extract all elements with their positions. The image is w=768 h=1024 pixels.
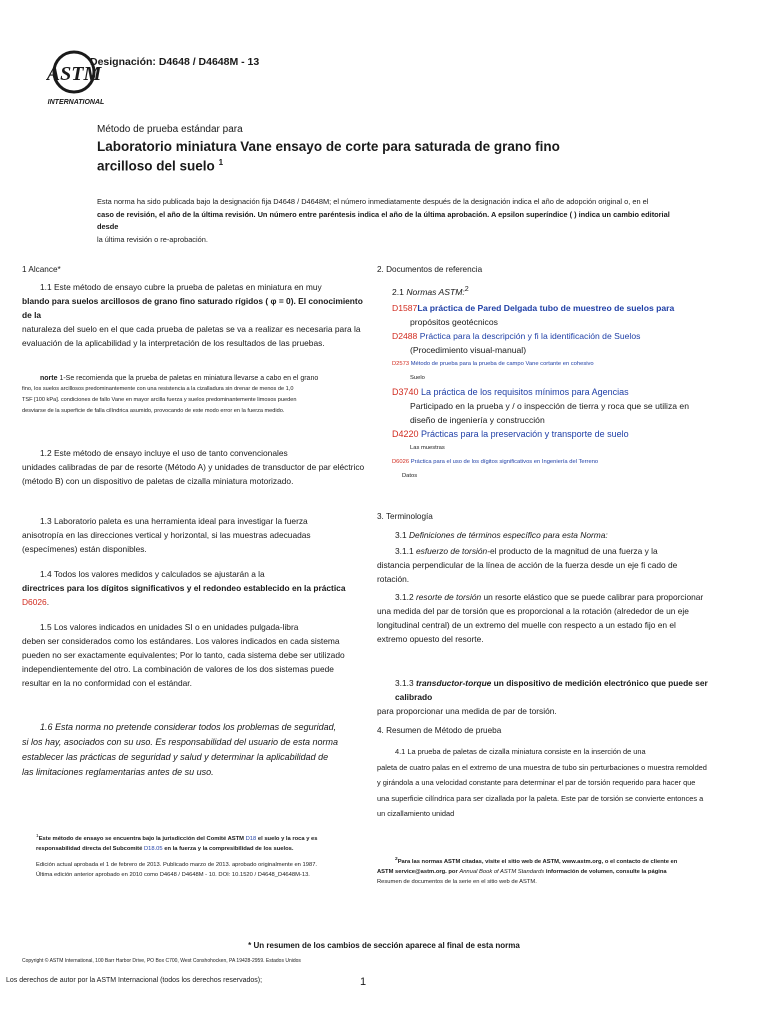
paragraph-1-4 bbox=[22, 567, 367, 609]
s312-number: 3.1.2 bbox=[395, 592, 414, 602]
change-summary-text: * Un resumen de los cambios de sección aparece al final de esta norma bbox=[248, 941, 520, 950]
link-d6026[interactable]: D6026 bbox=[22, 597, 47, 607]
s312-line-d: extremo opuesto del resorte. bbox=[377, 634, 484, 644]
ref-cont-d1587: propósitos geotécnicos bbox=[410, 316, 498, 327]
term-3-1-3 bbox=[377, 676, 722, 718]
link-d18-05[interactable]: D18.05 bbox=[143, 845, 163, 852]
p11-line-d: evaluación de la aplicabilidad y la interpretación de los resultados de las pruebas. bbox=[22, 338, 325, 348]
copyright-line: Copyright © ASTM International, 100 Barr Harbor Drive, PO Box C700, West Conshohocken, PA 19428-2959. Estados Unidos bbox=[22, 958, 301, 964]
fn2-line-b: ASTM service@astm.org. por bbox=[377, 868, 458, 875]
page-number: 1 bbox=[360, 976, 367, 988]
ref-text-d3740: La práctica de los requisitos mínimos para Agencias bbox=[421, 386, 629, 397]
fn2-marker: 2 bbox=[395, 857, 398, 862]
ref-code-d4220[interactable]: D4220 bbox=[392, 428, 419, 439]
note-line-e: desviarse de la superficie de falla cilíndrica asumido, provocando de este modo error en la fuerza medido. bbox=[22, 408, 285, 414]
p16-line-d: las limitaciones reglamentarias antes de su uso. bbox=[22, 767, 214, 777]
paragraph-1-2 bbox=[22, 446, 367, 488]
ref-text-d6026: Práctica para el uso de los dígitos significativos en Ingeniería del Terreno bbox=[410, 458, 599, 465]
title-footnote-marker: 1 bbox=[218, 158, 224, 167]
ref-cont-d3740: Participado en la prueba y / o inspección de tierra y roca que se utiliza en bbox=[410, 400, 689, 411]
p41-line-e: un cizallamiento unidad bbox=[377, 809, 455, 818]
document-title bbox=[97, 139, 597, 175]
fn1-line-b: responsabilidad directa del Subcomité bbox=[36, 845, 143, 852]
ref-code-d1587[interactable]: D1587 bbox=[392, 302, 418, 313]
p15-line-d: independientemente del otro. La combinación de valores de los dos sistemas puede bbox=[22, 664, 334, 674]
ref-code-d3740[interactable]: D3740 bbox=[392, 386, 419, 397]
p12-line-c: (método B) con un dispositivo de paletas de cizalla miniatura motorizado. bbox=[22, 476, 294, 486]
p41-line-d: una superficie cilíndrica para ser cizallada por la paleta. Este par de torsión se convierte entonces a bbox=[377, 793, 704, 803]
fn1-line-a: Este método de ensayo se encuentra bajo la jurisdicción del Comité ASTM bbox=[38, 835, 244, 842]
section-3-heading: 3. Terminología bbox=[377, 512, 433, 521]
p11-line-a: 1.1 Este método de ensayo cubre la prueba de paletas en miniatura en muy bbox=[40, 282, 322, 292]
paragraph-4-1 bbox=[377, 744, 722, 822]
note-line-c: fino, los suelos arcillosos predominantemente con una resistencia a la cizalladura sin drenar de menos de 1,0 bbox=[22, 386, 294, 392]
s313-line-a: un dispositivo de medición electrónico que puede ser calibrado bbox=[395, 678, 708, 702]
change-summary-note bbox=[0, 941, 768, 950]
ref-text-d1587: La práctica de Pared Delgada tubo de muestreo de suelos para bbox=[417, 302, 675, 313]
fn2-line-c: Resumen de documentos de la serie en el sitio web de ASTM. bbox=[377, 878, 537, 885]
standard-kicker: Método de prueba estándar para bbox=[97, 124, 243, 135]
references-list bbox=[392, 282, 732, 483]
p15-line-b: deben ser considerados como los estándares. Los valores indicados en cada sistema bbox=[22, 636, 340, 646]
intro-line-1: Esta norma ha sido publicada bajo la designación fija D4648 / D4648M; el número inmediatamente después de la designación indica el año de adopción original o, en el bbox=[97, 197, 649, 206]
s21-number: 2.1 bbox=[392, 286, 404, 297]
s21-title: Normas ASTM: bbox=[406, 286, 465, 297]
footnote-1 bbox=[36, 832, 381, 880]
section-1-heading: 1 Alcance* bbox=[22, 265, 61, 274]
note-label: norte bbox=[40, 375, 58, 382]
intro-notice bbox=[97, 196, 677, 246]
s21-footnote-marker: 2 bbox=[464, 285, 469, 293]
ref-cont-d2573: Suelo bbox=[410, 374, 425, 381]
p15-line-a: 1.5 Los valores indicados en unidades SI o en unidades pulgada-libra bbox=[40, 622, 299, 632]
s313-line-b: para proporcionar una medida de par de torsión. bbox=[377, 706, 557, 716]
fn2-line-a: Para las normas ASTM citadas, visite el sitio web de ASTM, www.astm.org, o el contacto de cliente en bbox=[397, 858, 678, 865]
note-1 bbox=[22, 373, 367, 417]
p11-line-b: blando para suelos arcillosos de grano fino saturado rígidos ( φ = 0). El conocimiento de la bbox=[22, 296, 363, 320]
s313-number: 3.1.3 bbox=[395, 678, 414, 688]
title-line-2-text: arcilloso del suelo bbox=[97, 158, 215, 174]
intro-line-2: caso de revisión, el año de la última revisión. Un número entre paréntesis indica el año de la última aprobación. A epsilon superíndice ( ) indica un cambio editorial desde bbox=[97, 209, 670, 231]
p11-line-c: naturaleza del suelo en el que cada prueba de paletas se va a realizar es necesaria para la bbox=[22, 324, 361, 334]
paragraph-1-3 bbox=[22, 514, 367, 556]
p41-line-c: y girándola a una velocidad constante para determinar el par de torsión requerido para hacer que bbox=[377, 778, 696, 787]
s31-number: 3.1 bbox=[395, 530, 407, 540]
s311-number: 3.1.1 bbox=[395, 546, 414, 556]
fn2-book-title: Annual Book of ASTM Standards bbox=[459, 868, 545, 875]
p14-line-b: directrices para los dígitos significativos y el redondeo establecido en la práctica bbox=[22, 583, 346, 593]
p14-end: . bbox=[46, 597, 50, 607]
ref-code-d2488[interactable]: D2488 bbox=[392, 330, 418, 341]
footnote-2 bbox=[377, 855, 722, 887]
s313-term: transductor-torque bbox=[415, 678, 492, 688]
ref-code-d6026[interactable]: D6026 bbox=[392, 458, 410, 465]
ref-cont-d4220: Las muestras bbox=[410, 444, 445, 451]
s311-line-c: rotación. bbox=[377, 574, 410, 584]
fn1-line-c: Edición actual aprobada el 1 de febrero de 2013. Publicado marzo de 2013. aprobado originalmente en 1987. bbox=[36, 861, 318, 868]
paragraph-1-6 bbox=[22, 720, 367, 780]
p13-line-b: anisotropía en las direcciones vertical y horizontal, si las muestras adecuadas bbox=[22, 530, 311, 540]
paragraph-1-5 bbox=[22, 620, 367, 690]
paragraph-1-1 bbox=[22, 280, 367, 350]
s311-line-b: distancia perpendicular de la línea de acción de la fuerza desde un eje fi cado de bbox=[377, 560, 678, 570]
fn1-line-a-end: el suelo y la roca y es bbox=[257, 835, 318, 842]
p16-line-c: establecer las prácticas de seguridad y salud y determinar la aplicabilidad de bbox=[22, 752, 329, 762]
ref-text-d2573: Método de prueba para la prueba de campo Vane cortante en cohesivo bbox=[410, 360, 594, 367]
p13-line-a: 1.3 Laboratorio paleta es una herramienta ideal para investigar la fuerza bbox=[40, 516, 308, 526]
p14-line-a: 1.4 Todos los valores medidos y calculados se ajustarán a la bbox=[40, 569, 265, 579]
fn2-line-b-end: información de volumen, consulte la página bbox=[545, 868, 667, 875]
note-line-d: TSF [100 kPa]. condiciones de fallo Vane en mayor arcilla fuerza y suelos predominantemente limosos pueden bbox=[22, 397, 297, 403]
fn1-line-b-end: en la fuerza y la compresibilidad de los suelos. bbox=[164, 845, 294, 852]
link-d18[interactable]: D18 bbox=[245, 835, 257, 842]
s312-term: resorte de torsión bbox=[415, 592, 482, 602]
section-2-heading: 2. Documentos de referencia bbox=[377, 265, 483, 274]
logo-caption: INTERNATIONAL bbox=[47, 99, 105, 106]
s312-line-a: un resorte elástico que se puede calibrar para proporcionar bbox=[483, 592, 704, 602]
s312-line-c: longitudinal central) de un extremo del muelle con respecto a un estado fijo en el bbox=[377, 620, 676, 630]
ref-code-d2573[interactable]: D2573 bbox=[392, 360, 410, 367]
p16-line-a: 1.6 Esta norma no pretende considerar todos los problemas de seguridad, bbox=[40, 722, 337, 732]
title-line-1: Laboratorio miniatura Vane ensayo de corte para saturada de grano fino bbox=[97, 139, 560, 154]
p13-line-c: (especímenes) están disponibles. bbox=[22, 544, 147, 554]
p12-line-b: unidades calibradas de par de resorte (Método A) y unidades de transductor de par eléctrico bbox=[22, 462, 365, 472]
fn1-line-d: Última edición anterior aprobado en 2010 como D4648 / D4648M - 10. DOI: 10.1520 / D4648_D4648M-13. bbox=[36, 871, 310, 878]
ref-cont-d2488: (Procedimiento visual-manual) bbox=[410, 344, 527, 355]
ref-cont-d6026: Datos bbox=[402, 472, 418, 479]
s31-title: Definiciones de términos específico para esta Norma: bbox=[408, 530, 608, 540]
fn1-marker: 1 bbox=[36, 834, 39, 839]
p16-line-b: si los hay, asociados con su uso. Es responsabilidad del usuario de esta norma bbox=[22, 737, 339, 747]
p41-line-b: paleta de cuatro palas en el extremo de una muestra de tubo sin perturbaciones o muestra remolded bbox=[377, 762, 707, 772]
designation: Designación: D4648 / D4648M - 13 bbox=[90, 56, 260, 68]
s312-line-b: una medida del par de torsión que es proporcional a la rotación (alrededor de un eje bbox=[377, 606, 689, 616]
note-line-b: 1-Se recomienda que la prueba de paletas en miniatura llevarse a cabo en el grano bbox=[59, 375, 319, 382]
ref-text-d4220: Prácticas para la preservación y transporte de suelo bbox=[421, 428, 629, 439]
p12-line-a: 1.2 Este método de ensayo incluye el uso de tanto convencionales bbox=[40, 448, 288, 458]
logo-letters: ASTM bbox=[46, 63, 102, 85]
p15-line-c: pueden no ser exactamente equivalentes; Por lo tanto, cada sistema debe ser utilizado bbox=[22, 650, 345, 660]
terminology-block bbox=[377, 528, 722, 646]
rights-line: Los derechos de autor por la ASTM Internacional (todos los derechos reservados); bbox=[6, 977, 263, 984]
section-4-heading: 4. Resumen de Método de prueba bbox=[377, 726, 502, 735]
p15-line-e: resultar en la no conformidad con el estándar. bbox=[22, 678, 192, 688]
intro-line-3: la última revisión o re-aprobación. bbox=[97, 234, 208, 244]
title-line-2 bbox=[97, 155, 597, 175]
s311-term: esfuerzo de torsión- bbox=[415, 546, 490, 556]
ref-cont2-d3740: diseño de ingeniería y construcción bbox=[410, 414, 545, 425]
p41-line-a: 4.1 La prueba de paletas de cizalla miniatura consiste en la inserción de una bbox=[395, 747, 646, 756]
ref-text-d2488: Práctica para la descripción y fi la identificación de Suelos bbox=[419, 330, 641, 341]
s311-line-a: el producto de la magnitud de una fuerza y la bbox=[490, 546, 658, 556]
